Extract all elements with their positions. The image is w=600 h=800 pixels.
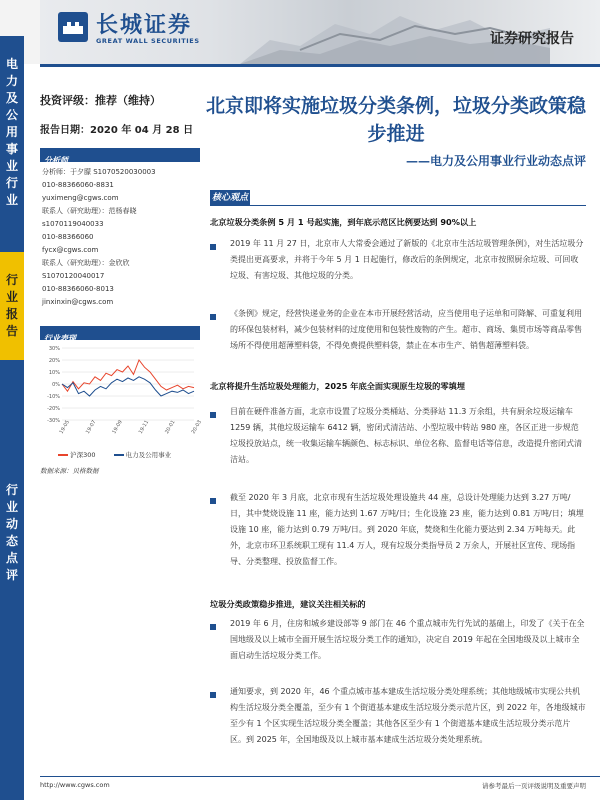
industry-performance-chart xyxy=(40,326,203,446)
contact-line: 联系人（研究助理）：范杨春晓 xyxy=(42,207,137,215)
chart-source: 数据来源：贝格数据 xyxy=(40,467,99,475)
contact-line: 010-88366060-8831 xyxy=(42,181,114,189)
x-tick-label: 20-01 xyxy=(164,419,177,435)
y-tick-label: -20% xyxy=(47,406,60,412)
bullet-marker xyxy=(210,244,216,250)
paragraph-1: 2019 年 11 月 27 日，北京市人大常委会通过了新版的《北京市生活垃圾管理条例》，对生活垃圾分类提出更高要求，并将于今年 5 月 1 日起施行，修改后的条例规定，北京市按照厨余垃圾、可回收垃圾、有害垃圾、其他垃圾的分类。 xyxy=(230,239,584,280)
report-date: 报告日期：2020 年 04 月 28 日 xyxy=(40,125,194,136)
contact-line: 010-88366060-8013 xyxy=(42,285,114,293)
bullet-marker xyxy=(210,692,216,698)
legend-label-utilities: 电力及公用事业 xyxy=(125,451,172,459)
y-tick-label: 20% xyxy=(48,358,60,364)
paragraph-3: 目前在硬件准备方面，北京市设置了垃圾分类桶站、分类驿站 11.3 万余组，共有厨余垃圾运输车 1259 辆，其他垃圾运输车 6412 辆，密闭式清洁站、小型垃圾中转站 980 座，各区正进一步规范垃圾投放站点，统一收集运输车辆颜色、标志标识、单位名称、监督电话等信息，改造提升密闭式清洁站。 xyxy=(230,407,582,464)
y-tick-label: 0% xyxy=(52,382,60,388)
bullet-marker xyxy=(210,314,216,320)
bullet-marker xyxy=(210,498,216,504)
legend-swatch-hs300 xyxy=(58,454,68,456)
section-heading-3: 垃圾分类政策稳步推进，建议关注相关标的 xyxy=(210,599,366,609)
y-tick-label: -10% xyxy=(47,394,60,400)
y-tick-label: 10% xyxy=(48,370,60,376)
paragraph-5: 2019 年 6 月，住房和城乡建设部等 9 部门在 46 个重点城市先行先试的基础上，印发了《关于在全国地级及以上城市全面开展生活垃圾分类工作的通知》，决定自 2019 年起在全国地级及以上城市全面启动生活垃圾分类工作。 xyxy=(230,619,585,660)
left-info-column xyxy=(40,92,200,309)
series-line-hs300 xyxy=(62,360,194,391)
footer-divider xyxy=(40,776,600,777)
contact-email-link[interactable]: fycx@cgws.com xyxy=(42,246,99,254)
sidebar-industry-label: 电 力 及 公 用 事 业 行 业 xyxy=(5,57,18,207)
contact-line: 联系人（研究助理）：金欣欣 xyxy=(42,259,130,267)
x-tick-label: 19-07 xyxy=(84,419,98,435)
paragraph-4: 截至 2020 年 3 月底，北京市现有生活垃圾处理设施共 44 座，总设计处理能力达到 3.27 万吨/日，其中焚烧设施 11 座，能力达到 1.67 万吨/日；生化设施 23 座，能力达到 0.81 万吨/日；填埋设施 10 座，能力达到 0.79 万吨/日。到 2020 年底，焚烧和生化能力要达到 2.34 万吨每天。此外，北京市环卫系统职工现有 11.4 万人，现有垃圾分类指导员 2 万余人，开展社区宣传、现场指导、分类整理、投放监督工作。 xyxy=(230,493,584,566)
x-tick-label: 20-03 xyxy=(190,419,203,435)
bullet-marker xyxy=(210,624,216,630)
footer-url-link[interactable]: http://www.cgws.com xyxy=(40,781,110,789)
sidebar-report-label: 行 业 报 告 xyxy=(5,273,18,338)
contact-line: s1070119040033 xyxy=(42,220,104,228)
core-view-label: 核心观点 xyxy=(210,190,250,206)
logo-text-cn: 长城证券 xyxy=(96,12,193,38)
core-view-divider xyxy=(250,205,586,206)
report-type-label: 证券研究报告 xyxy=(490,31,574,47)
section-heading-2: 北京将提升生活垃圾处理能力，2025 年底全面实现原生垃圾的零填埋 xyxy=(210,381,465,391)
report-title: 北京即将实施垃圾分类条例，垃圾分类政策稳步推进 xyxy=(206,95,587,145)
x-tick-label: 19-09 xyxy=(111,419,124,435)
legend-swatch-utilities xyxy=(114,454,124,456)
contact-line: S1070120040017 xyxy=(42,272,105,280)
sidebar-comment-label: 行 业 动 态 点 评 xyxy=(5,483,18,582)
bullet-marker xyxy=(210,412,216,418)
y-tick-label: 30% xyxy=(48,346,60,352)
x-tick-label: 19-11 xyxy=(137,419,151,435)
performance-line-chart xyxy=(40,340,203,446)
report-header xyxy=(0,0,600,64)
legend-label-hs300: 沪深300 xyxy=(70,451,96,459)
logo-text-en: GREAT WALL SECURITIES xyxy=(96,37,200,45)
analyst-section-header: 分析师 xyxy=(40,148,200,162)
contact-email-link[interactable]: yuximeng@cgws.com xyxy=(42,194,119,202)
investment-rating: 投资评级：推荐（维持） xyxy=(40,94,161,107)
report-subtitle: ——电力及公用事业行业动态点评 xyxy=(405,154,586,168)
footer-disclaimer-note: 请参考最后一页评级说明及重要声明 xyxy=(482,782,586,790)
header-divider xyxy=(40,64,600,67)
company-logo-icon xyxy=(58,12,88,42)
section-heading-1: 北京垃圾分类条例 5 月 1 号起实施，到年底示范区比例要达到 90%以上 xyxy=(210,217,477,227)
paragraph-2: 《条例》规定，经营快递业务的企业在本市开展经营活动，应当使用电子运单和可降解、可重复利用的环保包装材料，减少包装材料的过度使用和包装性废物的产生。超市、商场、集贸市场等商品零售场所不得使用超薄塑料袋，不得免费提供塑料袋，禁止在本市生产、销售超薄塑料袋。 xyxy=(230,309,582,350)
analyst-contacts xyxy=(40,166,200,309)
chart-legend xyxy=(40,450,200,459)
y-tick-label: -30% xyxy=(47,418,60,424)
x-tick-label: 19-05 xyxy=(58,419,71,435)
paragraph-6: 通知要求，到 2020 年，46 个重点城市基本建成生活垃圾分类处理系统；其他地级城市实现公共机构生活垃圾分类全覆盖，至少有 1 个街道基本建成生活垃圾分类示范片区，到 2022 年，各地级城市至少有 1 个区实现生活垃圾分类全覆盖；其他各区至少有 1 个街道基本建成生活垃圾分类示范片区。到 2025 年，全国地级及以上城市基本建成生活垃圾分类处理系统。 xyxy=(230,687,586,744)
contact-email-link[interactable]: jinxinxin@cgws.com xyxy=(42,298,114,306)
contact-line: 分析师：于夕朦 S1070520030003 xyxy=(42,168,156,176)
contact-line: 010-88366060 xyxy=(42,233,94,241)
chart-section-header: 行业表现 xyxy=(40,326,200,340)
